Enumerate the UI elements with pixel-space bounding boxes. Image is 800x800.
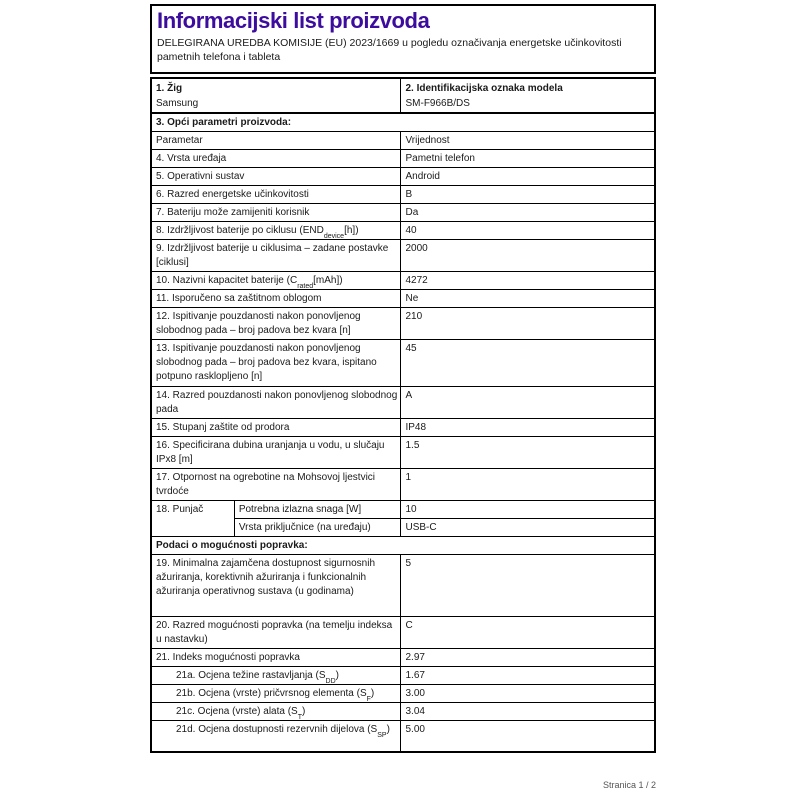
row-value: 1.5 bbox=[401, 437, 655, 469]
row-label-subscript: F bbox=[366, 696, 371, 703]
table-row bbox=[151, 685, 655, 703]
table-row bbox=[151, 469, 655, 501]
table-row bbox=[151, 617, 655, 649]
row-value: 1 bbox=[401, 469, 655, 501]
row-label-subscript: rated bbox=[297, 283, 314, 290]
value-column-header: Vrijednost bbox=[401, 132, 655, 150]
table-row bbox=[151, 290, 655, 308]
table-row bbox=[151, 387, 655, 419]
row-label: 14. Razred pouzdanosti nakon ponovljenog slobodnog pada bbox=[151, 387, 401, 419]
row-value: 1.67 bbox=[401, 667, 655, 685]
column-header-row bbox=[151, 132, 655, 150]
row-value: 2000 bbox=[401, 240, 655, 272]
row-value: IP48 bbox=[401, 419, 655, 437]
row-value: Pametni telefon bbox=[401, 150, 655, 168]
param-column-header: Parametar bbox=[151, 132, 401, 150]
section-row-general bbox=[151, 113, 655, 132]
row-value: 5.00 bbox=[401, 721, 655, 752]
row-label: 21d. Ocjena dostupnosti rezervnih dijelova $(S_{SP})$ bbox=[151, 721, 401, 752]
table-row bbox=[151, 437, 655, 469]
table-row bbox=[151, 150, 655, 168]
row-label: 7. Bateriju može zamijeniti korisnik bbox=[151, 204, 401, 222]
table-row bbox=[151, 555, 655, 617]
row-value: 4272 bbox=[401, 272, 655, 290]
table-row bbox=[151, 703, 655, 721]
table-row bbox=[151, 721, 655, 752]
regulation-subtitle: DELEGIRANA UREDBA KOMISIJE (EU) 2023/1669 u pogledu označivanja energetske učinkovitosti pametnih telefona i tableta bbox=[157, 37, 622, 63]
charger-subrow-value: 10 bbox=[401, 501, 655, 519]
identification-row bbox=[151, 78, 655, 113]
row-value: 5 bbox=[401, 555, 655, 617]
table-row bbox=[151, 340, 655, 387]
table-row bbox=[151, 667, 655, 685]
row-value: C bbox=[401, 617, 655, 649]
brand-label: 1. Žig bbox=[156, 83, 183, 94]
document-page bbox=[150, 4, 656, 753]
row-value: B bbox=[401, 186, 655, 204]
table-row bbox=[151, 308, 655, 340]
table-row bbox=[151, 168, 655, 186]
table-row bbox=[151, 204, 655, 222]
row-label: 17. Otpornost na ogrebotine na Mohsovoj ljestvici tvrdoće bbox=[151, 469, 401, 501]
row-label: 12. Ispitivanje pouzdanosti nakon ponovljenog slobodnog pada – broj padova bez kvara [n] bbox=[151, 308, 401, 340]
charger-row bbox=[151, 501, 655, 519]
row-value: Android bbox=[401, 168, 655, 186]
row-label: 8. Izdržljivost baterije po ciklusu $(END_{device}[h])$ bbox=[151, 222, 401, 240]
table-row bbox=[151, 272, 655, 290]
brand-value: Samsung bbox=[156, 98, 199, 109]
row-value: 3.00 bbox=[401, 685, 655, 703]
brand-cell bbox=[151, 78, 401, 113]
charger-subrow-label: Potrebna izlazna snaga [W] bbox=[234, 501, 401, 519]
row-label: 5. Operativni sustav bbox=[151, 168, 401, 186]
row-label-subscript: SP bbox=[377, 732, 387, 739]
row-label: 9. Izdržljivost baterije u ciklusima – zadane postavke [ciklusi] bbox=[151, 240, 401, 272]
row-label: 20. Razred mogućnosti popravka (na temelju indeksa u nastavku) bbox=[151, 617, 401, 649]
charger-subrow-label: Vrsta priključnice (na uređaju) bbox=[234, 519, 401, 537]
row-value: 2.97 bbox=[401, 649, 655, 667]
row-label-subscript: DD bbox=[325, 678, 336, 685]
table-row bbox=[151, 649, 655, 667]
row-value: 45 bbox=[401, 340, 655, 387]
charger-row-label: 18. Punjač bbox=[151, 501, 234, 537]
table-row bbox=[151, 419, 655, 437]
row-label: 21b. Ocjena (vrste) pričvrsnog elementa $(S_F)$ bbox=[151, 685, 401, 703]
section-row-repair bbox=[151, 537, 655, 555]
model-cell bbox=[401, 78, 655, 113]
row-value: 210 bbox=[401, 308, 655, 340]
row-label-subscript: T bbox=[297, 714, 302, 721]
row-value: 40 bbox=[401, 222, 655, 240]
row-label: 21. Indeks mogućnosti popravka bbox=[151, 649, 401, 667]
row-label: 21c. Ocjena (vrste) alata $(S_T)$ bbox=[151, 703, 401, 721]
page-number: Stranica 1 / 2 bbox=[602, 780, 656, 790]
title-box bbox=[150, 4, 656, 74]
row-label: 15. Stupanj zaštite od prodora bbox=[151, 419, 401, 437]
charger-subrow-value: USB-C bbox=[401, 519, 655, 537]
row-label: 4. Vrsta uređaja bbox=[151, 150, 401, 168]
row-label: 19. Minimalna zajamčena dostupnost sigurnosnih ažuriranja, korektivnih ažuriranja i funkcionalnih ažuriranja operativnog sustava (u godinama) bbox=[151, 555, 401, 617]
row-label: 10. Nazivni kapacitet baterije $(C_{rated}[mAh])$ bbox=[151, 272, 401, 290]
row-label: 21a. Ocjena težine rastavljanja $(S_{DD})$ bbox=[151, 667, 401, 685]
row-label: 11. Isporučeno sa zaštitnom oblogom bbox=[151, 290, 401, 308]
row-label-subscript: device bbox=[323, 233, 345, 240]
row-value: Ne bbox=[401, 290, 655, 308]
model-label: 2. Identifikacijska oznaka modela bbox=[405, 83, 563, 94]
table-row bbox=[151, 186, 655, 204]
page-title: Informacijski list proizvoda bbox=[157, 8, 430, 33]
row-value: A bbox=[401, 387, 655, 419]
table-row bbox=[151, 222, 655, 240]
row-label: 16. Specificirana dubina uranjanja u vodu, u slučaju IPx8 [m] bbox=[151, 437, 401, 469]
row-label: 6. Razred energetske učinkovitosti bbox=[151, 186, 401, 204]
section-header-general: 3. Opći parametri proizvoda: bbox=[151, 113, 655, 132]
model-value: SM-F966B/DS bbox=[405, 98, 470, 109]
row-label: 13. Ispitivanje pouzdanosti nakon ponovljenog slobodnog pada – broj padova bez kvara, ispitano potpuno rasklopljeno [n] bbox=[151, 340, 401, 387]
row-value: 3.04 bbox=[401, 703, 655, 721]
product-sheet-table bbox=[150, 77, 656, 753]
row-value: Da bbox=[401, 204, 655, 222]
table-row bbox=[151, 240, 655, 272]
section-header-repair: Podaci o mogućnosti popravka: bbox=[151, 537, 655, 555]
